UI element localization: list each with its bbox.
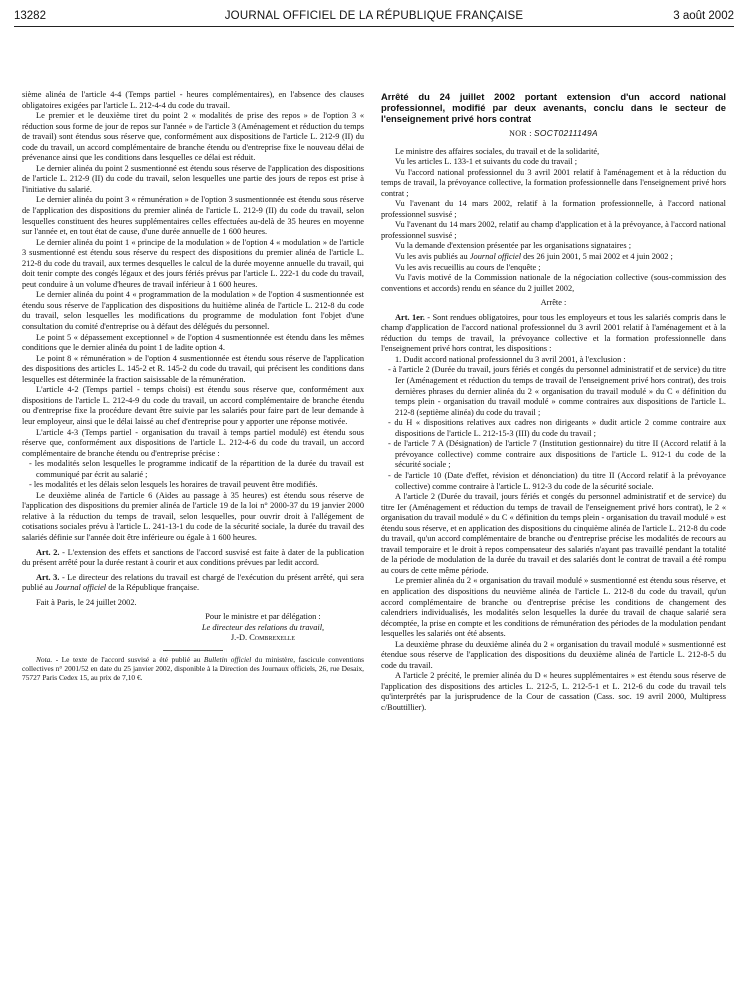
article-label: Art. 2.	[36, 547, 60, 557]
paragraph: A l'article 2 (Durée du travail, jours fériés et congés du personnel administratif et de service) du titre Ier (Aménagement et réduction du temps de travail de l'enseignement privé hors contrat), le 2 « organisation du travail modulé » du C « définition du temps plein - organisation du travail modulé » est étendu sous réserve, et en application des dispositions du cinquième alinéa de l'article L. 212-8 du code du travail, qu'un accord complémentaire de branche ou d'entreprise précise les modalités de recours au travail temporaire et le droit à repos compensateur des salariés n'ayant pas travaillé pendant la totalité de la période de modulation de la durée du travail et des salariés dont le contrat de travail a été rompu au cours de cette même période.	[381, 492, 726, 575]
list-item: - les modalités et les délais selon lesquels les horaires de travail peuvent être modifiés.	[29, 480, 318, 490]
paragraph: Vu l'avenant du 14 mars 2002, relatif au champ d'application et à la prévoyance, à l'accord national professionnel susvisé ;	[381, 220, 726, 240]
issue-date: 3 août 2002	[673, 10, 734, 22]
paragraph: Le deuxième alinéa de l'article 6 (Aides au passage à 35 heures) est étendu sous réserve de l'application des dispositions du premier alinéa de l'article 19 de la loi n° 2000-37 du 19 janvier 2000 relative à la réduction du temps de travail, selon lesquelles, pour ouvrir droit à l'allégement de cotisations sociales prévu à l'article L. 241-13-1 du code de la sécurité sociale, la durée du travail des salariés définie sur l'année doit être inférieure ou égale à 1 600 heures.	[22, 490, 364, 542]
list-item: - de l'article 7 A (Désignation) de l'article 7 (Institution gestionnaire) du titre II (Accord relatif à la prévoyance collective) comme contraire aux dispositions de l'article L. 912-1 du code de la sécurité sociale ;	[388, 439, 726, 470]
paragraph: Le dernier alinéa du point 4 « programmation de la modulation » de l'option 4 susmentionnée est étendu sous réserve de l'application des dispositions du huitième alinéa de l'article L. 212-8 du code du travail, selon lesquelles les modifications du programme de modulation font l'objet d'une consultation du comité d'entreprise ou à défaut des délégués du personnel.	[22, 290, 364, 332]
paragraph: Vu l'avenant du 14 mars 2002, relatif à la formation professionnelle, à l'accord national professionnel susvisé ;	[381, 199, 726, 219]
page-number: 13282	[14, 10, 46, 22]
divider	[163, 650, 223, 651]
paragraph: Le dernier alinéa du point 3 « rémunération » de l'option 3 susmentionnée est étendu sous réserve de l'application des dispositions du premier alinéa de l'article L. 212-9 (II) du code du travail, selon lesquelles constituent des heures supplémentaires celles effectuées au-delà de 35 heures en moyenne sur l'année et, en tout état de cause, d'une durée annuelle de 1 600 heures.	[22, 195, 364, 237]
list-item: - les modalités selon lesquelles le programme indicatif de la répartition de la durée du travail est communiqué par écrit au salarié ;	[29, 459, 364, 479]
article-label: Art. 1er.	[395, 312, 425, 322]
paragraph: Le premier et le deuxième tiret du point 2 « modalités de prise des repos » de l'option 3 « réduction sous forme de jour de repos sur l'année » de l'article 3 (Aménagement et réduction du temps de travail) sont étendus sous réserve que, conformément aux dispositions de l'article L. 212-9 (II) du code du travail, un accord complémentaire de branche étendu ou d'entreprise fixe le nouveau délai de prévenance ainsi que les conditions dans lesquelles ce délai est réduit.	[22, 111, 364, 163]
signature-line: Pour le ministre et par délégation :	[205, 612, 321, 622]
article-text: - Sont rendues obligatoires, pour tous les employeurs et tous les salariés compris dans le champ d'application de l'accord national professionnel du 3 avril 2001 relatif à l'aménagement et à la réduction du temps de travail, la prévoyance collective et la formation professionnelle dans l'enseignement privé hors contrat, les dispositions :	[381, 312, 726, 354]
signatory-name: J.-D. Combrexelle	[230, 633, 296, 643]
paragraph: Le dernier alinéa du point 2 susmentionné est étendu sous réserve de l'application des dispositions de l'article L. 212-9 (II) du code du travail, selon lesquelles une partie des jours de repos est prise à l'initiative du salarié.	[22, 163, 364, 194]
article-2	[22, 548, 364, 569]
paragraph: Le ministre des affaires sociales, du travail et de la solidarité,	[395, 146, 600, 156]
paragraph: Vu les avis recueillis au cours de l'enquête ;	[395, 262, 541, 272]
arrete-heading: Arrête :	[540, 298, 567, 308]
article-3	[22, 573, 364, 594]
paragraph: Le dernier alinéa du point 1 « principe de la modulation » de l'option 4 « modulation » de l'article 3 susmentionné est étendu sous réserve du respect des dispositions du premier alinéa de l'article L. 212-8 du code du travail, aux termes desquelles le calcul de la durée moyenne annuelle du travail, qui doit tenir compte des congés légaux et des jours fériés prévus par l'article L. 222-1 du code du travail, peut conduire à un volume d'heures de travail inférieur à 1 600 heures.	[22, 237, 364, 289]
article-text: de la République française.	[106, 583, 200, 593]
paragraph: Le point 5 « dépassement exceptionnel » de l'option 4 susmentionnée est étendu dans les mêmes conditions que le dernier alinéa du point 1 de ladite option 4.	[22, 332, 364, 353]
article-label: Art. 3.	[36, 572, 60, 582]
article-text: - Le directeur des relations du travail est chargé de l'exécution du présent arrêté, qui sera publié au	[22, 572, 364, 593]
paragraph: Le premier alinéa du 2 « organisation du travail modulé » susmentionné est étendu sous réserve, et en application des dispositions du neuvième alinéa de l'article L. 212-8 du code du travail, qu'un accord complémentaire de branche ou d'entreprise précise les conditions de changement des calendriers individualisés, les modalités selon lesquelles la durée du travail de chaque salarié sera décomptée, la prise en compte et les conditions de rémunération des périodes de la modulation pendant lesquelles les salariés ont été absents.	[381, 576, 726, 639]
paragraph: Vu l'accord national professionnel du 3 avril 2001 relatif à l'aménagement et à la réduction du temps de travail, la prévoyance collective, la formation professionnelle dans l'enseignement privé hors contrat ;	[381, 167, 726, 198]
paragraph: 1. Dudit accord national professionnel du 3 avril 2001, à l'exclusion :	[395, 354, 626, 364]
journal-title: JOURNAL OFFICIEL DE LA RÉPUBLIQUE FRANÇAISE	[224, 10, 524, 22]
paragraph: Vu les avis publiés au Journal officiel des 26 juin 2001, 5 mai 2002 et 4 juin 2002 ;	[395, 252, 673, 262]
list-item: - du H « dispositions relatives aux cadres non dirigeants » dudit article 2 comme contraire aux dispositions de l'article L. 212-15-3 (III) du code du travail ;	[388, 418, 726, 438]
journal-ref: Journal officiel	[54, 583, 107, 593]
paragraph: L'article 4-3 (Temps partiel - organisation du travail à temps partiel modulé) est étendu sous réserve que, conformément aux dispositions de l'article L. 212-4-6 du code du travail, un accord complémentaire de branche étendu ou d'entreprise précise :	[22, 427, 364, 458]
paragraph: Vu les articles L. 133-1 et suivants du code du travail ;	[395, 157, 578, 167]
page-header	[14, 6, 734, 27]
article-1	[381, 313, 726, 355]
paragraph: L'article 4-2 (Temps partiel - temps choisi) est étendu sous réserve que, conformément aux dispositions de l'article L. 212-4-9 du code du travail, un accord complémentaire de branche étendu ou d'entreprise fixe la procédure devant être suivie par les salariés pour faire part de leur demande à leur employeur, ainsi que le délai laissé au chef d'entreprise pour y apporter une réponse motivée.	[22, 385, 364, 426]
paragraph: Vu l'avis motivé de la Commission nationale de la négociation collective (sous-commission des conventions et accords) rendu en séance du 2 juillet 2002,	[381, 273, 726, 293]
decree-title: Arrêté du 24 juillet 2002 portant extension d'un accord national professionnel, modifié par deux avenants, conclu dans le secteur de l'enseignement privé hors contrat	[381, 91, 726, 124]
article-text: - L'extension des effets et sanctions de l'accord susvisé est faite à dater de la publication du présent arrêté pour la durée restant à courir et aux conditions prévues par ledit accord.	[22, 547, 364, 568]
paragraph: A l'article 2 précité, le premier alinéa du D « heures supplémentaires » est étendu sous réserve de l'application des dispositions des articles L. 212-5, L. 212-5-1 et L. 212-6 du code du travail tels qu'interprétés par la jurisprudence de la Cour de cassation (Cass. soc. 19 avril 2000, Multipress c/Bouttillier).	[381, 671, 726, 712]
list-item: - de l'article 10 (Date d'effet, révision et dénonciation) du titre II (Accord relatif à la prévoyance collective) comme contraire à l'article L. 912-3 du code de la sécurité sociale.	[388, 470, 726, 491]
paragraph: Le point 8 « rémunération » de l'option 4 susmentionnée est étendu sous réserve de l'application des dispositions des articles L. 145-2 et R. 145-2 du code du travail, qui précisent les conditions dans lesquelles est déterminée la fraction saisissable de la rémunération.	[22, 353, 364, 384]
nota-label: Nota.	[36, 654, 53, 664]
left-column	[22, 90, 364, 683]
paragraph: sième alinéa de l'article 4-4 (Temps partiel - heures complémentaires), en l'absence des clauses obligatoires exigées par l'article L. 212-4-4 du code du travail.	[22, 90, 364, 110]
paragraph: La deuxième phrase du deuxième alinéa du 2 « organisation du travail modulé » susmentionné est étendue sous réserve de l'application des dispositions du deuxième alinéa de l'article L. 212-8-5 du code du travail.	[381, 639, 726, 670]
nota: Nota. - Le texte de l'accord susvisé a été publié au Bulletin officiel du ministère, fascicule conventions collectives n° 2001/52 en date du 25 janvier 2002, disponible à la Direction des Journaux officiels, 26, rue Desaix, 75727 Paris Cedex 15, au prix de 7,10 €.	[22, 654, 364, 683]
signature-title: Le directeur des relations du travail,	[201, 622, 325, 632]
nor-reference: NOR : SOCT0211149A	[509, 128, 598, 138]
list-item: - à l'article 2 (Durée du travail, jours fériés et congés du personnel administratif et de service) du titre Ier (Aménagement et réduction du temps de travail de l'enseignement privé hors contrat), des trois dernières phrases du dernier alinéa du 2 « organisation du travail modulé » du C « définition du temps plein - organisation du travail modulé » comme contraires aux dispositions de l'article L. 212-8 (septième alinéa) du code du travail ;	[388, 365, 726, 417]
place-date: Fait à Paris, le 24 juillet 2002.	[36, 597, 137, 607]
paragraph: Vu la demande d'extension présentée par les organisations signataires ;	[395, 241, 632, 251]
right-column	[381, 91, 726, 714]
